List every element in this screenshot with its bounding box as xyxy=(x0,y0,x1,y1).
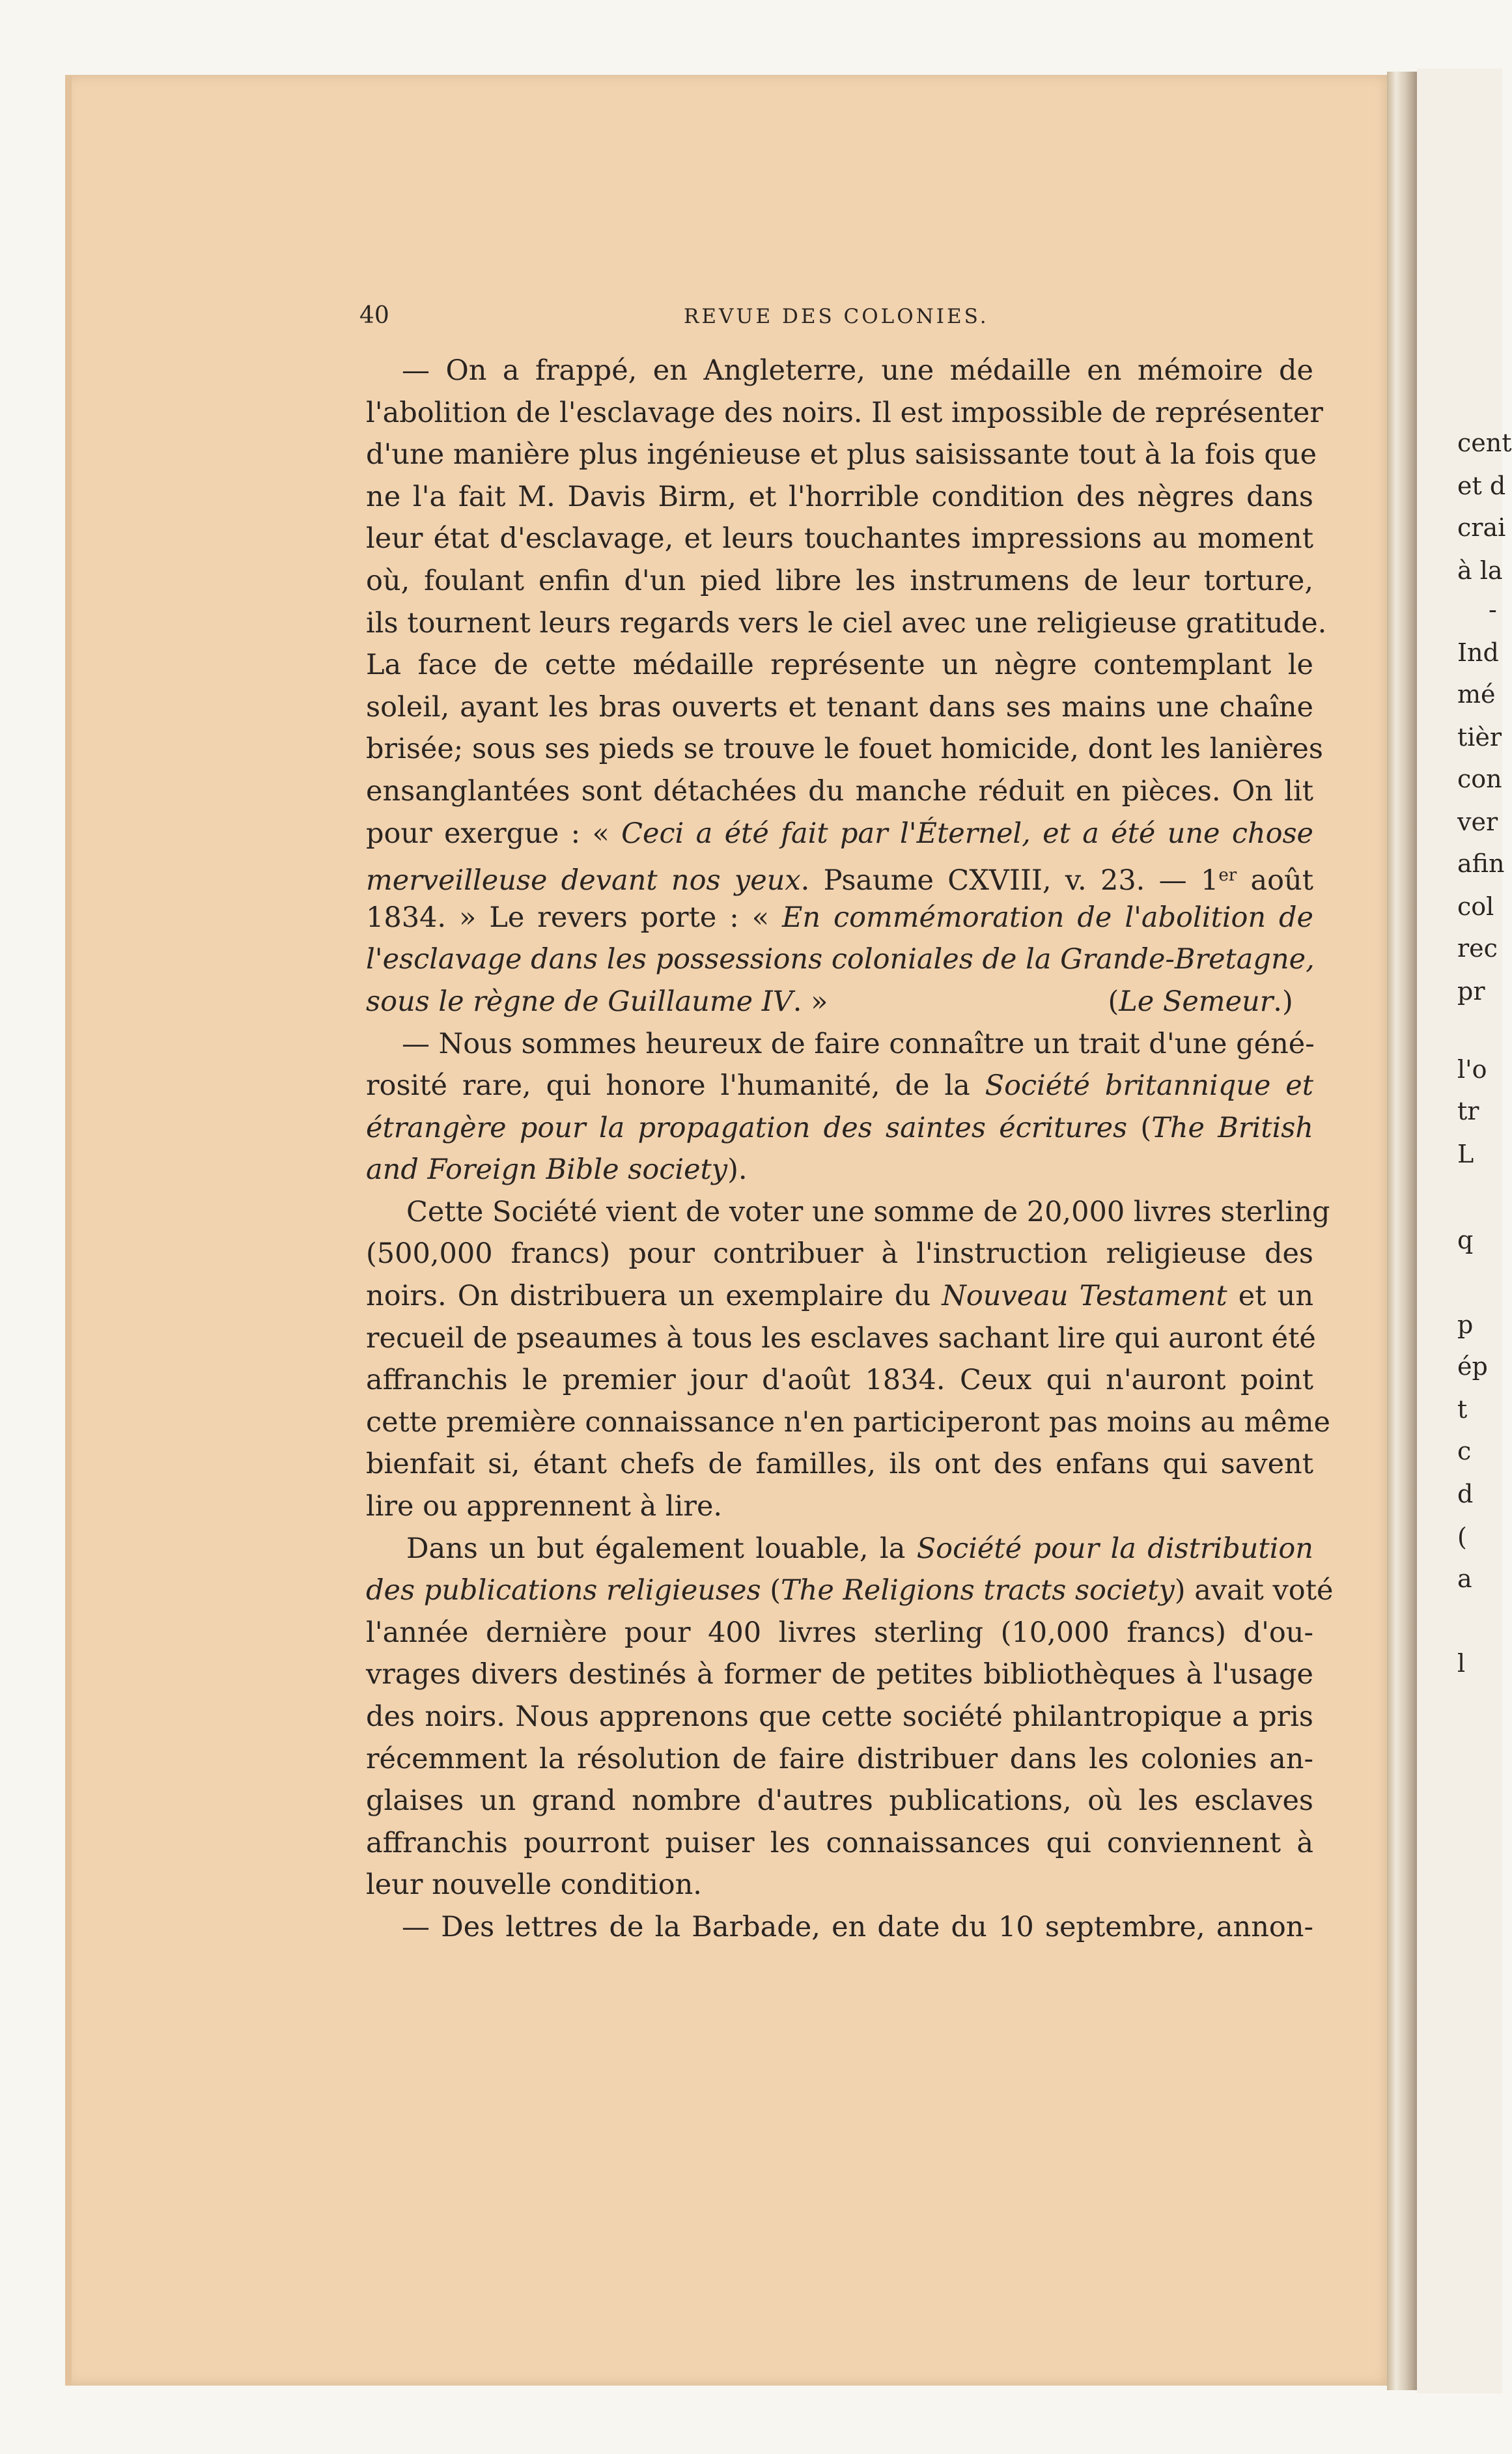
facing-line: rec xyxy=(1457,934,1498,963)
facing-line: p xyxy=(1457,1310,1474,1339)
text-line: cette première connaissance n'en participeront pas moins au même xyxy=(366,1405,1330,1439)
facing-line: - xyxy=(1489,595,1497,624)
text-line: and Foreign Bible society). xyxy=(366,1153,748,1187)
text-line: glaises un grand nombre d'autres publications, où les esclaves xyxy=(366,1784,1313,1818)
facing-line: q xyxy=(1457,1226,1474,1254)
text-line: vrages divers destinés à former de petites bibliothèques à l'usage xyxy=(366,1658,1313,1691)
text-line: merveilleuse devant nos yeux. Psaume CXVIII, v. 23. — 1er août xyxy=(366,864,1314,897)
text-line: — On a frappé, en Angleterre, une médaille en mémoire de xyxy=(402,354,1313,387)
text-line: — Des lettres de la Barbade, en date du 10 septembre, annon- xyxy=(402,1910,1313,1943)
book-gutter xyxy=(1387,72,1417,2390)
text-line: — Nous sommes heureux de faire connaître un trait d'une géné- xyxy=(402,1027,1315,1060)
facing-line: L xyxy=(1457,1140,1474,1168)
text-line: 1834. » Le revers porte : « En commémoration de l'abolition de xyxy=(366,901,1313,934)
text-line: ensanglantées sont détachées du manche réduit en pièces. On lit xyxy=(366,774,1313,808)
text-line: des publications religieuses (The Religions tracts society) avait voté xyxy=(366,1574,1334,1607)
running-head xyxy=(0,302,1502,328)
text-line: leur état d'esclavage, et leurs touchantes impressions au moment xyxy=(366,522,1313,556)
text-line: brisée; sous ses pieds se trouve le fouet homicide, dont les lanières xyxy=(366,733,1323,766)
facing-line: tr xyxy=(1457,1097,1479,1125)
text-line: rosité rare, qui honore l'humanité, de la Société britannique et xyxy=(366,1069,1313,1103)
text-line: étrangère pour la propagation des saintes écritures (The British xyxy=(366,1111,1313,1144)
facing-line: cent xyxy=(1457,429,1512,457)
facing-line: c xyxy=(1457,1437,1472,1465)
facing-line: mé xyxy=(1457,680,1496,709)
facing-line: pr xyxy=(1457,977,1485,1006)
text-line: d'une manière plus ingénieuse et plus saisissante tout à la fois que xyxy=(366,438,1317,472)
facing-line: col xyxy=(1457,892,1494,921)
text-line: noirs. On distribuera un exemplaire du Nouveau Testament et un xyxy=(366,1280,1314,1313)
text-line: ils tournent leurs regards vers le ciel avec une religieuse gratitude. xyxy=(366,606,1327,640)
facing-line: à la xyxy=(1457,556,1503,585)
text-line: l'abolition de l'esclavage des noirs. Il est impossible de représenter xyxy=(366,396,1323,429)
facing-page-fragment xyxy=(1417,68,1512,2393)
facing-line: tièr xyxy=(1457,723,1502,752)
facing-line: ( xyxy=(1457,1523,1467,1551)
text-line: La face de cette médaille représente un nègre contemplant le xyxy=(366,649,1313,682)
facing-line: l'o xyxy=(1457,1055,1487,1084)
facing-line: Ind xyxy=(1457,638,1499,667)
text-line: des noirs. Nous apprenons que cette société philantropique a pris xyxy=(366,1700,1313,1733)
text-line: affranchis pourront puiser les connaissances qui conviennent à xyxy=(366,1826,1313,1859)
journal-title: REVUE DES COLONIES. xyxy=(684,305,989,328)
text-line: recueil de pseaumes à tous les esclaves sachant lire qui auront été xyxy=(366,1321,1316,1355)
facing-line: con xyxy=(1457,765,1502,793)
facing-line: l xyxy=(1457,1649,1466,1678)
text-line: bienfait si, étant chefs de familles, ils ont des enfans qui savent xyxy=(366,1448,1313,1481)
text-line: l'année dernière pour 400 livres sterling (10,000 francs) d'ou- xyxy=(366,1616,1313,1649)
text-line: Cette Société vient de voter une somme de 20,000 livres sterling xyxy=(406,1195,1330,1228)
text-line: (500,000 francs) pour contribuer à l'instruction religieuse des xyxy=(366,1237,1313,1271)
facing-line: crai xyxy=(1457,513,1506,542)
text-line: lire ou apprennent à lire. xyxy=(366,1490,723,1523)
facing-line: et d xyxy=(1457,472,1506,500)
page-number: 40 xyxy=(359,302,389,329)
text-line: sous le règne de Guillaume IV. » (Le Semeur.) xyxy=(366,985,1293,1018)
text-line: l'esclavage dans les possessions coloniales de la Grande-Bretagne, xyxy=(366,943,1315,976)
facing-line: d xyxy=(1457,1480,1474,1508)
facing-line: afin xyxy=(1457,849,1505,878)
text-line: soleil, ayant les bras ouverts et tenant dans ses mains une chaîne xyxy=(366,690,1313,724)
facing-line: ver xyxy=(1457,808,1498,836)
article-text xyxy=(366,350,1334,1949)
text-line: où, foulant enfin d'un pied libre les instrumens de leur torture, xyxy=(366,564,1313,597)
text-line: affranchis le premier jour d'août 1834. Ceux qui n'auront point xyxy=(366,1364,1313,1397)
facing-line: ép xyxy=(1457,1352,1488,1381)
text-line: leur nouvelle condition. xyxy=(366,1869,702,1902)
page-edge xyxy=(65,75,72,2386)
facing-line: a xyxy=(1457,1564,1472,1593)
text-line: récemment la résolution de faire distribuer dans les colonies an- xyxy=(366,1742,1313,1775)
text-line: pour exergue : « Ceci a été fait par l'Éternel, et a été une chose xyxy=(366,817,1314,850)
text-line: Dans un but également louable, la Société pour la distribution xyxy=(406,1532,1313,1565)
text-line: ne l'a fait M. Davis Birm, et l'horrible condition des nègres dans xyxy=(366,480,1313,513)
facing-line: t xyxy=(1457,1395,1468,1424)
